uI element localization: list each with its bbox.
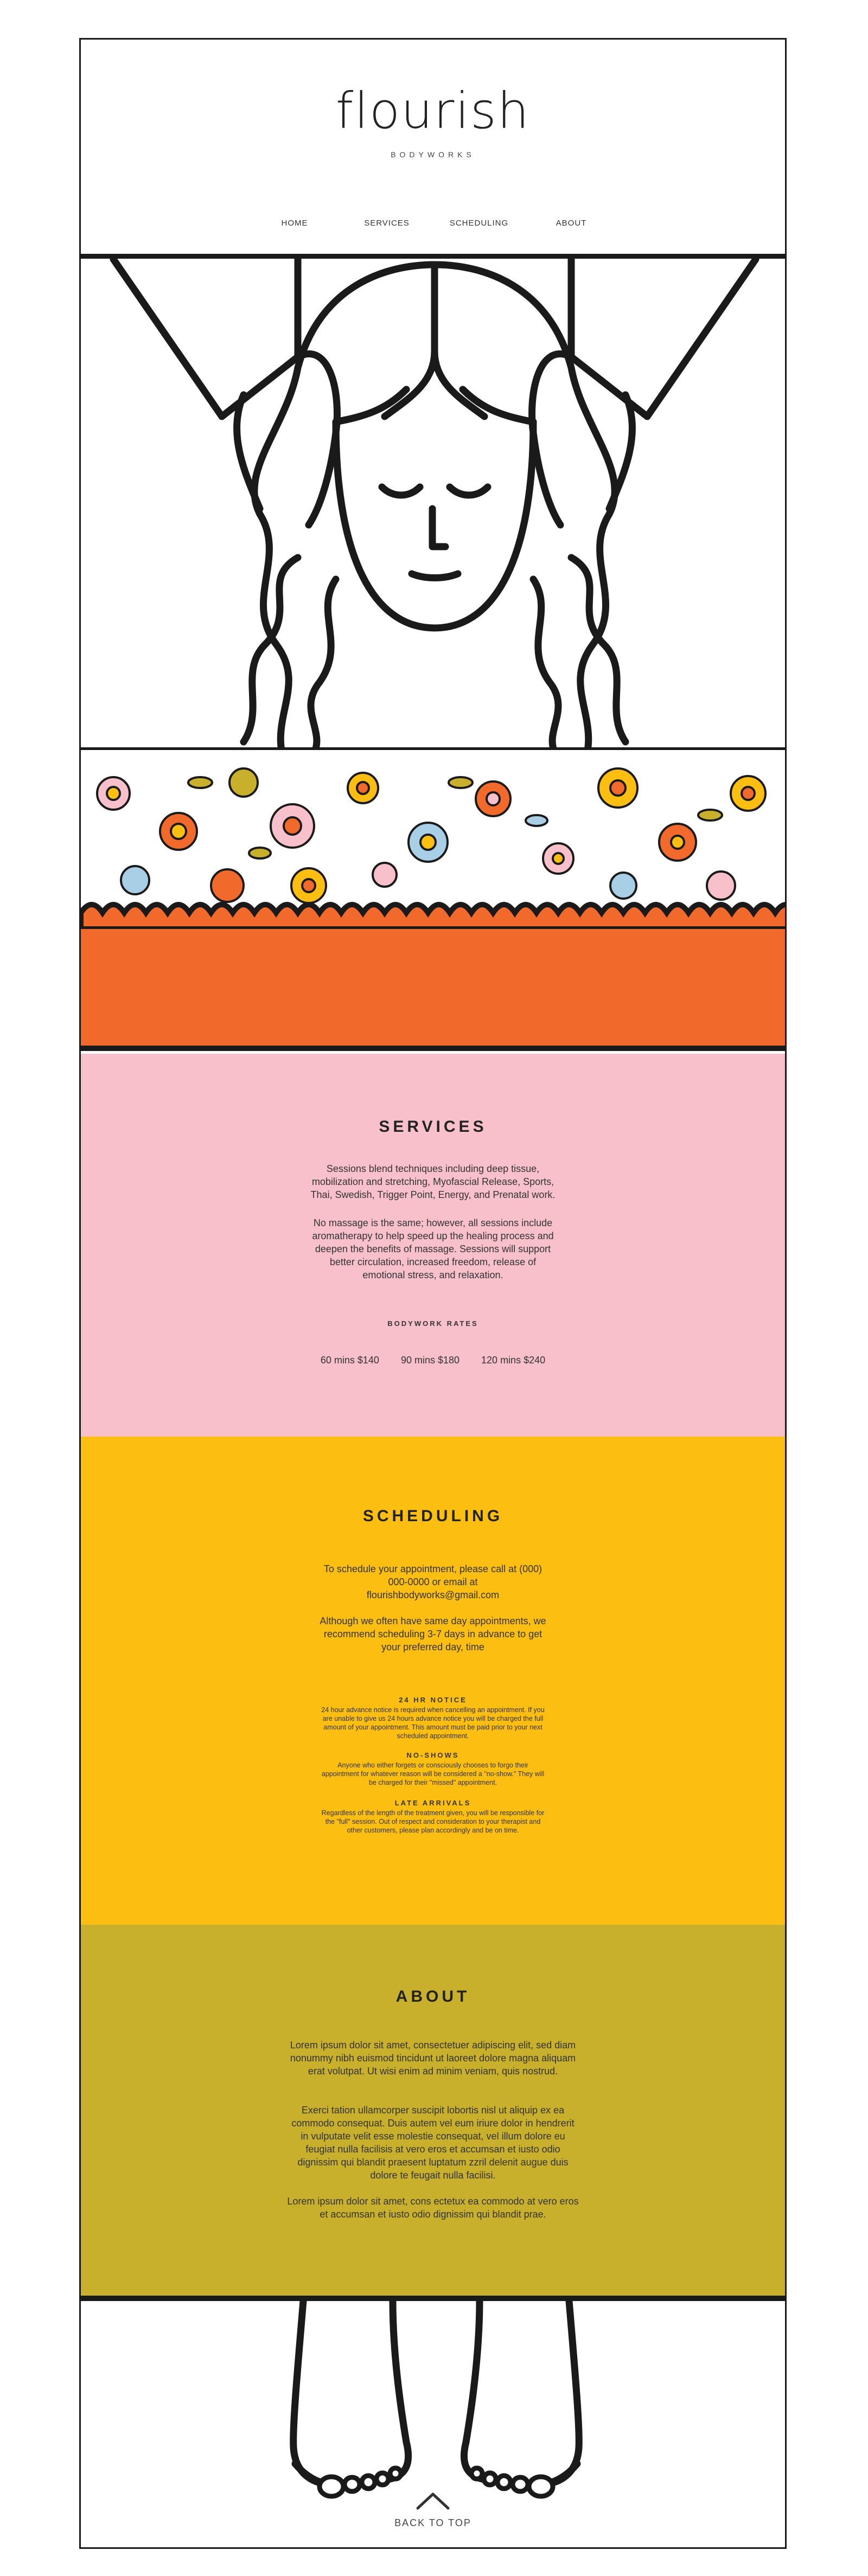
- face-massage-illustration: [81, 254, 785, 753]
- scheduling-paragraph-1: To schedule your appointment, please call at (000) 000-0000 or email at flourishbodyworks@gmail.com: [323, 1563, 542, 1600]
- late-text: Regardless of the length of the treatment given, you will be responsible for the "full" session. Out of respect and consideration to your therapist and other customers, please plan accordingly and be on time.: [321, 1809, 545, 1834]
- nav-home[interactable]: HOME: [281, 219, 308, 228]
- page-frame: [79, 38, 787, 2549]
- floral-pattern: [81, 750, 785, 929]
- brand-tagline: BODYWORKS: [391, 150, 475, 159]
- about-title: ABOUT: [395, 1988, 470, 2005]
- hero-illustration: [81, 254, 785, 753]
- noshow-text: Anyone who either forgets or consciously chooses to forgo their appointment for whatever reason will be considered a "no-show." They will be charged for their "missed" appointment.: [321, 1761, 545, 1786]
- chevron-up-icon[interactable]: [416, 2491, 450, 2510]
- nav-scheduling[interactable]: SCHEDULING: [449, 219, 509, 228]
- about-paragraph-1: Lorem ipsum dolor sit amet, consectetuer adipiscing elit, sed diam nonummy nibh euismod tincidunt ut laoreet dolore magna aliquam erat volutpat. Ut wisi enim ad minim veniam, quis nostrud.: [290, 2040, 576, 2077]
- notice-text: 24 hour advance notice is required when cancelling an appointment. If you are unable to give us 24 hours advance notice you will be charged the full amount of your appointment. This amount must be paid prior to your next scheduled appointment.: [321, 1706, 545, 1740]
- services-paragraph-1: Sessions blend techniques including deep tissue, mobilization and stretching, Myofascial Release, Sports, Thai, Swedish, Trigger Point, Energy, and Prenatal work.: [310, 1163, 556, 1200]
- nav-services[interactable]: SERVICES: [364, 219, 410, 228]
- rate-60: 60 mins $140: [320, 1355, 379, 1366]
- site-header: [81, 40, 785, 257]
- scheduling-paragraph-2: Although we often have same day appointments, we recommend scheduling 3-7 days in advance to get your preferred day, time: [320, 1616, 546, 1652]
- late-title: LATE ARRIVALS: [394, 1799, 471, 1807]
- services-paragraph-2: No massage is the same; however, all sessions include aromatherapy to help speed up the healing process and deepen the benefits of massage. Sessions will support better circulation, increased freedom, release of emotional stress, and relaxation.: [312, 1217, 554, 1280]
- nav-about[interactable]: ABOUT: [556, 219, 587, 228]
- orange-divider: [81, 1046, 785, 1051]
- rate-120: 120 mins $240: [481, 1355, 546, 1366]
- orange-band: [81, 929, 785, 1046]
- about-section: [81, 1925, 785, 2301]
- about-divider: [81, 2296, 785, 2301]
- flower-pattern-illustration: [81, 750, 785, 929]
- back-to-top-label[interactable]: BACK TO TOP: [394, 2517, 471, 2528]
- main-nav: [81, 219, 785, 228]
- services-section: [81, 1054, 785, 1437]
- rates-list: [81, 1355, 785, 1366]
- services-title: SERVICES: [379, 1118, 487, 1136]
- back-to-top[interactable]: [81, 2491, 785, 2529]
- about-paragraph-2: Exerci tation ullamcorper suscipit lobortis nisl ut aliquip ex ea commodo consequat. Duis autem vel eum iriure dolor in hendrerit in vulputate velit esse molestie consequat, vel illum dolore eu feugiat nulla facilisis at vero eros et accumsan et iusto odio dignissim qui blandit praesent luptatum zzril delenit augue duis dolore te feugait nulla facilisi.: [291, 2105, 575, 2181]
- notice-title: 24 HR NOTICE: [399, 1696, 467, 1704]
- rates-title: BODYWORK RATES: [387, 1319, 478, 1328]
- scheduling-section: [81, 1437, 785, 1925]
- brand-logo[interactable]: flourish: [335, 82, 531, 140]
- noshow-title: NO-SHOWS: [406, 1751, 459, 1759]
- about-paragraph-3: Lorem ipsum dolor sit amet, cons ectetux ea commodo at vero eros et accumsan et iusto odio dignissim qui blandit prae.: [287, 2196, 579, 2220]
- scheduling-title: SCHEDULING: [362, 1507, 503, 1525]
- rate-90: 90 mins $180: [400, 1355, 460, 1366]
